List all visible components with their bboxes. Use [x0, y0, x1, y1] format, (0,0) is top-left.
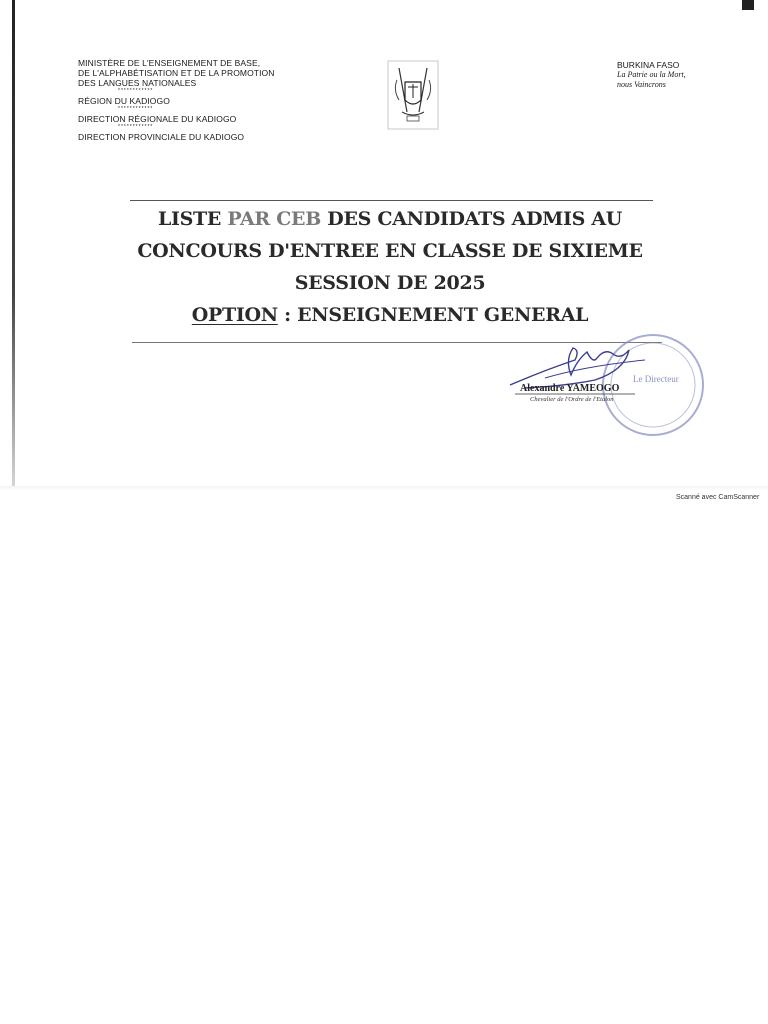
scan-left-edge — [12, 0, 15, 490]
national-motto-line-2: nous Vaincrons — [617, 80, 666, 89]
coat-of-arms-icon — [387, 60, 439, 130]
signatory-name: Alexandre YAMEOGO — [520, 383, 620, 394]
region-name: RÉGION DU KADIOGO — [78, 96, 170, 106]
title-ceb-text: PAR CEB — [227, 208, 321, 230]
title-top-rule — [130, 200, 653, 201]
stamp-text: Le Directeur — [633, 374, 679, 384]
national-motto-line-1: La Patrie ou la Mort, — [617, 70, 686, 79]
country-header — [617, 60, 727, 90]
ministry-header — [78, 58, 308, 142]
document-title — [120, 203, 660, 331]
signatory-distinction: Chevalier de l'Ordre de l'Etalon — [530, 396, 614, 403]
scan-bottom-edge — [0, 486, 768, 490]
scanner-watermark: Scanné avec CamScanner — [676, 494, 760, 501]
title-line-2: CONCOURS D'ENTREE EN CLASSE DE SIXIEME — [137, 240, 643, 262]
regional-direction: DIRECTION RÉGIONALE DU KADIOGO — [78, 114, 237, 124]
separator-stars: ************ — [118, 124, 154, 130]
ministry-line-3: DES LANGUES NATIONALES — [78, 78, 197, 88]
separator-stars: ************ — [118, 88, 154, 94]
ministry-line-2: DE L'ALPHABÉTISATION ET DE LA PROMOTION — [78, 68, 275, 78]
option-value: : ENSEIGNEMENT GENERAL — [277, 304, 589, 326]
scan-corner-mark — [742, 0, 754, 10]
separator-stars: ************ — [118, 106, 154, 112]
ministry-line-1: MINISTÈRE DE L'ENSEIGNEMENT DE BASE, — [78, 58, 261, 68]
option-label: OPTION — [191, 304, 278, 326]
title-line-1-start: LISTE — [157, 208, 228, 230]
country-name: BURKINA FASO — [617, 60, 680, 70]
title-line-1 — [120, 203, 660, 235]
provincial-direction: DIRECTION PROVINCIALE DU KADIOGO — [78, 132, 245, 142]
title-line-3: SESSION DE 2025 — [294, 272, 486, 294]
title-option-line — [120, 299, 660, 331]
title-line-1-end: DES CANDIDATS ADMIS AU — [320, 208, 623, 230]
